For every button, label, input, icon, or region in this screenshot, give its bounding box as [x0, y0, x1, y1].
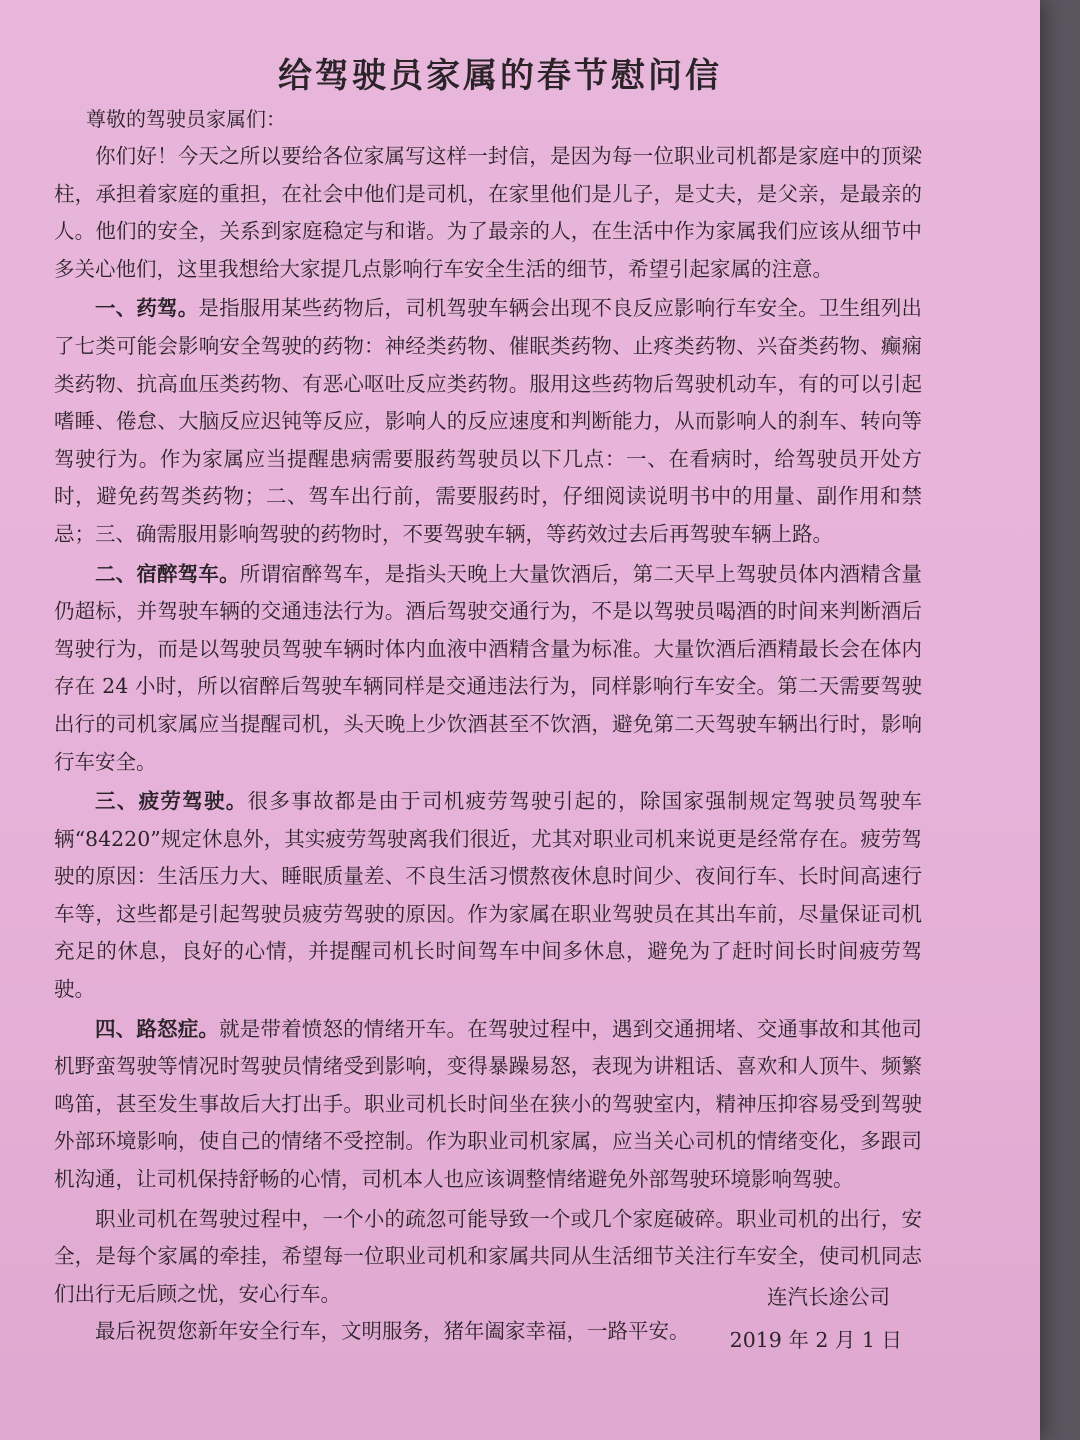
section-heading-3: 三、疲劳驾驶。 — [95, 789, 248, 814]
letter-title: 给驾驶员家属的春节慰问信 — [278, 56, 722, 96]
section-paragraph-3 — [54, 783, 922, 1009]
intro-paragraph: 你们好！今天之所以要给各位家属写这样一封信，是因为每一位职业司机都是家庭中的顶梁柱，承担着家庭的重担，在社会中他们是司机，在家里他们是儿子，是丈夫，是父亲，是最亲的人。他们的安全，关系到家庭稳定与和谐。为了最亲的人，在生活中作为家属我们应该从细节中多关心他们，这里我想给大家提几点影响行车安全生活的细节，希望引起家属的注意。 — [54, 144, 922, 281]
section-heading-2: 二、宿醉驾车。 — [95, 561, 240, 586]
salutation: 尊敬的驾驶员家属们： — [86, 107, 286, 131]
section-paragraph-2 — [54, 556, 922, 782]
wishes-paragraph: 最后祝贺您新年安全行车，文明服务，猪年阖家幸福，一路平安。 — [95, 1319, 690, 1344]
section-text-3: 很多事故都是由于司机疲劳驾驶引起的，除国家强制规定驾驶员驾驶车辆“84220”规定休息外，其实疲劳驾驶离我们很近，尤其对职业司机来说更是经常存在。疲劳驾驶的原因：生活压力大、睡眠质量差、不良生活习惯熬夜休息时间少、夜间行车、长时间高速行车等，这些都是引起驾驶员疲劳驾驶的原因。作为家属在职业驾驶员在其出车前，尽量保证司机充足的休息，良好的心情，并提醒司机长时间驾车中间多休息，避免为了赶时间长时间疲劳驾驶。 — [54, 789, 923, 1002]
section-paragraph-1 — [54, 290, 922, 553]
section-text-2: 所谓宿醉驾车，是指头天晚上大量饮酒后，第二天早上驾驶员体内酒精含量仍超标，并驾驶车辆的交通违法行为。酒后驾驶交通行为，不是以驾驶员喝酒的时间来判断酒后驾驶行为，而是以驾驶员驾驶车辆时体内血液中酒精含量为标准。大量饮酒后酒精最长会在体内存在 24 小时，所以宿醉后驾驶车辆同样是交通违法行为，同样影响行车安全。第二天需要驾驶出行的司机家属应当提醒司机，头天晚上少饮酒甚至不饮酒，避免第二天驾驶车辆出行时，影响行车安全。 — [54, 561, 923, 774]
section-text-4: 就是带着愤怒的情绪开车。在驾驶过程中，遇到交通拥堵、交通事故和其他司机野蛮驾驶等情况时驾驶员情绪受到影响，变得暴躁易怒，表现为讲粗话、喜欢和人顶牛、频繁鸣笛，甚至发生事故后大打出手。职业司机长时间坐在狭小的驾驶室内，精神压抑容易受到驾驶外部环境影响，使自己的情绪不受控制。作为职业司机家属，应当关心司机的情绪变化，多跟司机沟通，让司机保持舒畅的心情，司机本人也应该调整情绪避免外部驾驶环境影响驾驶。 — [54, 1016, 922, 1192]
section-text-1: 是指服用某些药物后，司机驾驶车辆会出现不良反应影响行车安全。卫生组列出了七类可能会影响安全驾驶的药物：神经类药物、催眠类药物、止疼类药物、兴奋类药物、癫痫类药物、抗高血压类药物、有恶心呕吐反应类药物。服用这些药物后驾驶机动车，有的可以引起嗜睡、倦怠、大脑反应迟钝等反应，影响人的反应速度和判断能力，从而影响人的刹车、转向等驾驶行为。作为家属应当提醒患病需要服药驾驶员以下几点：一、在看病时，给驾驶员开处方时，避免药驾类药物；二、驾车出行前，需要服药时，仔细阅读说明书中的用量、副作用和禁忌；三、确需服用影响驾驶的药物时，不要驾驶车辆，等药效过去后再驾驶车辆上路。 — [54, 296, 923, 546]
section-heading-1: 一、药驾。 — [95, 296, 199, 321]
section-paragraph-4 — [54, 1011, 922, 1199]
closing-paragraph: 职业司机在驾驶过程中，一个小的疏忽可能导致一个或几个家庭破碎。职业司机的出行，安全，是每个家属的牵挂，希望每一位职业司机和家属共同从生活细节关注行车安全，使司机同志们出行无后顾之忧，安心行车。 — [54, 1206, 922, 1306]
section-heading-4: 四、路怒症。 — [95, 1016, 220, 1041]
letter-body — [54, 138, 922, 1351]
signature-date: 2019 年 2 月 1 日 — [729, 1328, 902, 1352]
signature-company: 连汽长途公司 — [767, 1285, 890, 1309]
